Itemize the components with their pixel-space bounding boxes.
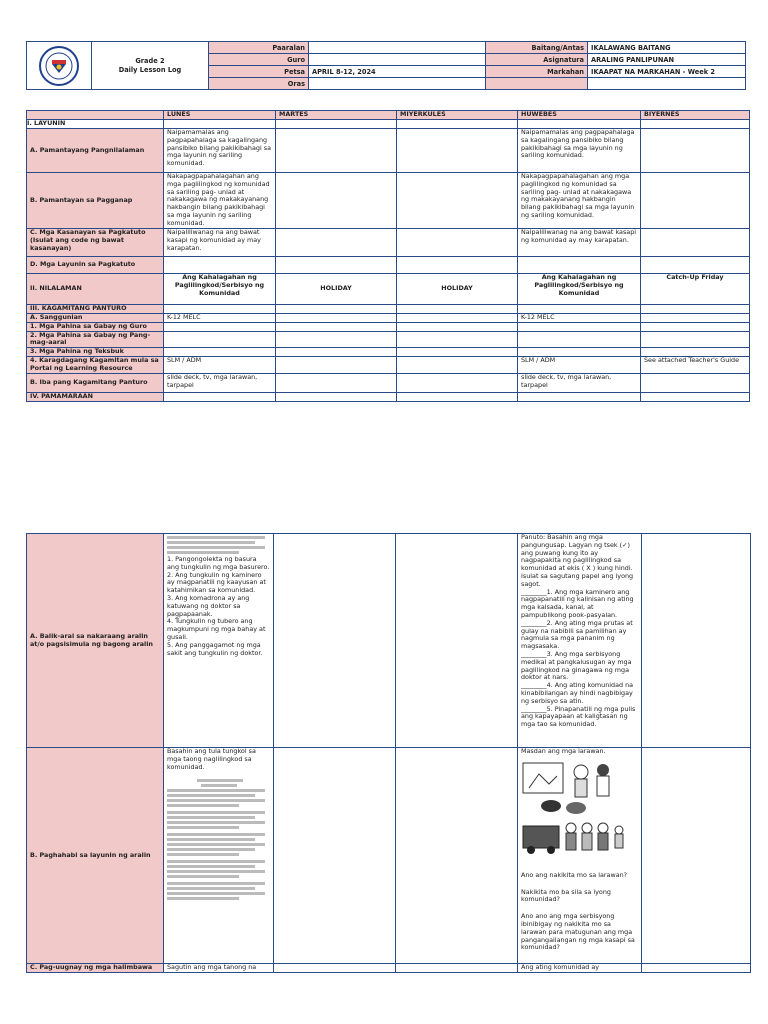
grade-label: Grade 2 (135, 56, 165, 65)
mon-kasanayan: Naipaliliwanag na ang bawat kasapi ng komunidad ay may karapatan. (164, 229, 276, 257)
lesson-log-table-page2 (26, 533, 751, 973)
header-table (26, 41, 746, 90)
value-asignatura: ARALING PANLIPUNAN (588, 54, 746, 66)
row-label-paghahabi: B. Paghahabi sa layunin ng aralin (27, 748, 164, 964)
community-workers-picture (521, 758, 631, 868)
thu-q3: Ano ano ang mga serbisyong ibinibigay ng nakikita mo sa larawan para matugunan ang mga pangangailangan ng mga kasapi sa komunidad? (521, 912, 635, 952)
mon-nilalaman: Ang Kahalagahan ng Paglilingkod/Serbisyo ng Komunidad (164, 274, 276, 305)
mon-iba-pang: slide deck, tv, mga larawan, tarpapel (164, 373, 276, 392)
value-baitang: IKALAWANG BAITANG (588, 42, 746, 54)
mon-karagdagang: SLM / ADM (164, 356, 276, 373)
day-header-tue: MARTES (276, 111, 397, 120)
label-markahan: Markahan (486, 66, 588, 78)
day-header-thu: HUWEBES (518, 111, 641, 120)
log-title: Daily Lesson Log (118, 65, 182, 74)
corner-cell (27, 111, 164, 120)
thu-paghahabi (518, 748, 642, 964)
value-petsa: APRIL 8-12, 2024 (309, 66, 486, 78)
section-layunin: I. LAYUNIN (27, 120, 164, 129)
mon-balik-instructions-scan (167, 536, 270, 554)
deped-seal-cell (27, 42, 92, 90)
poem-scan-image (167, 779, 270, 900)
tue-holiday: HOLIDAY (276, 274, 397, 305)
fri-teachers-guide: See attached Teacher's Guide (641, 356, 750, 373)
mon-sanggunian: K-12 MELC (164, 313, 276, 322)
day-header-wed: MIYERKULES (397, 111, 518, 120)
thu-paguugnay: Ang ating komunidad ay (518, 964, 642, 973)
thu-q2: Nakikita mo ba sila sa iyong komunidad? (521, 887, 611, 904)
thu-kasanayan: Naipaliliwanag na ang bawat kasapi ng komunidad ay may karapatan. (518, 229, 641, 257)
wed-holiday: HOLIDAY (397, 274, 518, 305)
thu-karagdagang: SLM / ADM (518, 356, 641, 373)
value-oras (309, 78, 486, 90)
row-label-kagamitan: III. KAGAMITANG PANTURO (27, 305, 164, 314)
row-label-nilalaman: II. NILALAMAN (27, 274, 164, 305)
thu-iba-pang: slide deck, tv, mga larawan, tarpapel (518, 373, 641, 392)
row-label-sanggunian: A. Sanggunian (27, 313, 164, 322)
value-markahan: IKAAPAT NA MARKAHAN - Week 2 (588, 66, 746, 78)
mon-pamantayang-pangnilalaman: Naipamamalas ang pagpapahalaga sa kagalingang pansibiko bilang pakikibahagi sa mga layunin ng sariling komunidad. (164, 129, 276, 173)
mon-paghahabi-text: Basahin ang tula tungkol sa mga taong naglilingkod sa komunidad. (167, 747, 256, 771)
day-header-fri: BIYERNES (641, 111, 750, 120)
thu-nilalaman: Ang Kahalagahan ng Paglilingkod/Serbisyo ng Komunidad (518, 274, 641, 305)
row-label-gabay-aaral: 2. Mga Pahina sa Gabay ng Pang-mag-aaral (27, 331, 164, 348)
label-asignatura: Asignatura (486, 54, 588, 66)
row-label-pamantayan-pagganap: B. Pamantayan sa Pagganap (27, 173, 164, 229)
deped-seal-logo (30, 46, 88, 86)
fri-catchup: Catch-Up Friday (641, 274, 750, 305)
row-label-pamantayang-pangnilalaman: A. Pamantayang Pangnilalaman (27, 129, 164, 173)
label-paaralan: Paaralan (209, 42, 309, 54)
value-paaralan (309, 42, 486, 54)
label-oras: Oras (209, 78, 309, 90)
day-header-mon: LUNES (164, 111, 276, 120)
mon-paghahabi (164, 748, 274, 964)
row-label-pamamaraan: IV. PAMAMARAAN (27, 392, 164, 401)
row-label-teksbuk: 3. Mga Pahina ng Teksbuk (27, 348, 164, 357)
lesson-log-table (26, 110, 750, 402)
label-empty (486, 78, 588, 90)
label-baitang: Baitang/Antas (486, 42, 588, 54)
mon-balik-items: 1. Pangongolekta ng basura ang tungkulin ng mga basurero. 2. Ang tungkulin ng kaminero ay magpanatili ng kaayusan at katahimikan sa komunidad. 3. Ang komadrona ay ang katuwang ng doktor sa pagpapaanak. 4. Tungkulin ng tubero ang magkumpuni ng mga bahay at gusali. 5. Ang panggagamot ng mga sakit ang tungkulin ng doktor. (167, 555, 270, 657)
row-label-karagdagang: 4. Karagdagang Kagamitan mula sa Portal ng Learning Resource (27, 356, 164, 373)
thu-pamantayan-pagganap: Nakapagpapahalagahan ang mga paglilingkod ng komunidad sa sariling pag- unlad at nakakagawa ng makakayanang hakbangin bilang pakikibahagi sa mga layunin ng sariling komunidad. (518, 173, 641, 229)
value-guro (309, 54, 486, 66)
mon-pamantayan-pagganap: Nakapagpapahalagahan ang mga paglilingkod ng komunidad sa sariling pag- unlad at nakakagawa ng makakayanang hakbangin bilang pakikibahagi sa mga layunin ng sariling komunidad. (164, 173, 276, 229)
thu-pamantayang-pangnilalaman: Naipamamalas ang pagpapahalaga sa kagalingang pansibiko bilang pakikibahagi sa mga layunin ng sariling komunidad. (518, 129, 641, 173)
thu-balik-aral: Panuto: Basahin ang mga pangungusap. Lagyan ng tsek (✓) ang puwang kung ito ay nagpapakita ng paglilingkod sa komunidad at ekis ( X ) kung hindi. Isulat sa sagutang papel ang iyong sagot. ________1. Ang mga kaminero ang nagpapanatili ng kalinisan ng ating mga kalsada, kanal, at pampublikong pook-pasyalan. ________2. Ang ating mga prutas at gulay na nabibili sa pamilihan ay nagmula sa mga pananim ng magsasaka. ________3. Ang mga serbisyong medikal at pangkalusugan ay mga paglilingkod na ginagawa ng mga doktor at nars. ________4. Ang ating komunidad na kinabibilangan ay hindi nagbibigay ng serbisyo sa atin. ________5. Pinapanatili ng mga pulis ang kapayapaan at kaligtasan ng mga tao sa komunidad. (518, 534, 642, 748)
school-form-title (92, 42, 209, 90)
row-label-balik-aral: A. Balik-aral sa nakaraang aralin at/o pagsisimula ng bagong aralin (27, 534, 164, 748)
thu-sanggunian: K-12 MELC (518, 313, 641, 322)
label-petsa: Petsa (209, 66, 309, 78)
row-label-kasanayan: C. Mga Kasanayan sa Pagkatuto (Isulat ang code ng bawat kasanayan) (27, 229, 164, 257)
value-empty (588, 78, 746, 90)
row-label-layunin-pagkatuto: D. Mga Layunin sa Pagkatuto (27, 257, 164, 274)
mon-paguugnay: Sagutin ang mga tanong na (164, 964, 274, 973)
row-label-iba-pang: B. Iba pang Kagamitang Panturo (27, 373, 164, 392)
label-guro: Guro (209, 54, 309, 66)
row-label-gabay-guro: 1. Mga Pahina sa Gabay ng Guro (27, 322, 164, 331)
row-label-paguugnay: C. Pag-uugnay ng mga halimbawa (27, 964, 164, 973)
thu-masdan: Masdan ang mga larawan. (521, 747, 606, 755)
thu-q1: Ano ang nakikita mo sa larawan? (521, 870, 628, 879)
mon-balik-aral (164, 534, 274, 748)
